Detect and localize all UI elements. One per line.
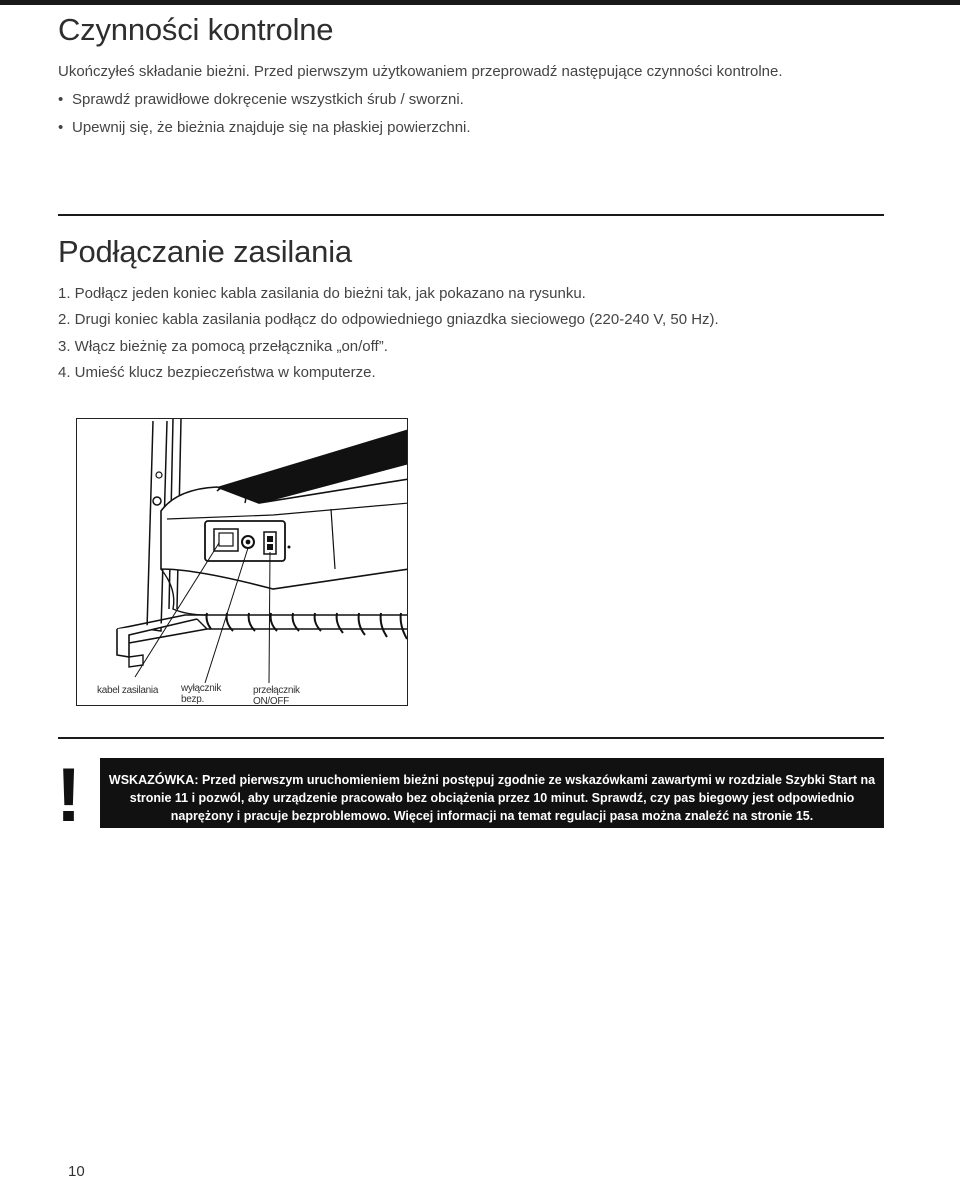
intro-text: Ukończyłeś składanie bieżni. Przed pierwszym użytkowaniem przeprowadź następujące czynności kontrolne. [58,63,783,80]
top-bar [0,0,960,5]
step-3: 3. Włącz bieżnię za pomocą przełącznika „on/off”. [58,338,388,355]
exclamation-icon: ! [56,753,82,838]
step-2: 2. Drugi koniec kabla zasilania podłącz do odpowiedniego gniazdka sieciowego (220-240 V, 50 Hz). [58,311,719,328]
note-box: WSKAZÓWKA: Przed pierwszym uruchomieniem bieżni postępuj zgodnie ze wskazówkami zawartymi w rozdziale Szybki Start na stronie 11 i pozwól, aby urządzenie pracowało bez obciążenia przez 10 minut. Sprawdź, czy pas biegowy jest odpowiednio naprężony i pracuje bezproblemowo. Więcej informacji na temat regulacji pasa można znaleźć na stronie 15. [100,758,884,828]
label-switch-line1: przełącznik [253,685,300,696]
page-number: 10 [68,1163,85,1180]
label-safety-key-line2: bezp. [181,694,204,705]
treadmill-drawing [77,419,408,706]
step-4: 4. Umieść klucz bezpieczeństwa w komputerze. [58,364,376,381]
bullet-item [58,119,471,136]
label-safety-key-line1: wyłącznik [181,683,222,694]
bullet-item [58,91,464,108]
step-1: 1. Podłącz jeden koniec kabla zasilania do bieżni tak, jak pokazano na rysunku. [58,285,586,302]
bullet-text: Upewnij się, że bieżnia znajduje się na płaskiej powierzchni. [72,119,471,136]
heading-checks: Czynności kontrolne [58,12,334,47]
label-switch-line2: ON/OFF [253,696,289,706]
treadmill-illustration [76,418,408,706]
heading-power: Podłączanie zasilania [58,234,352,269]
bullet-text: Sprawdź prawidłowe dokręcenie wszystkich śrub / sworzni. [72,91,464,108]
bullet-icon: • [58,91,64,108]
section-divider [58,737,884,739]
section-divider [58,214,884,216]
bullet-icon: • [58,119,64,136]
label-power-cable: kabel zasilania [97,685,159,696]
